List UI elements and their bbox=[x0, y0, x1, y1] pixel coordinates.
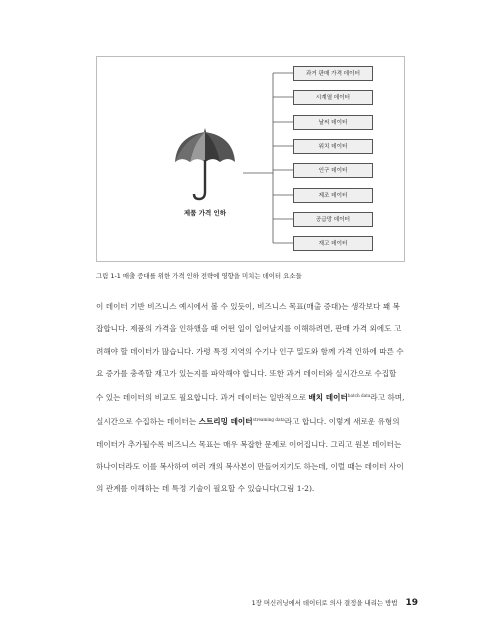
text-line: 데이터가 추가될수록 비즈니스 목표는 매우 복잡한 문제로 이어집니다. 그리고 원본 데이터는 bbox=[96, 439, 402, 449]
factor-box: 날씨 데이터 bbox=[293, 115, 373, 130]
text-line: 요 증가를 충족할 재고가 있는지를 파악해야 합니다. 또한 과거 데이터와 실시간으로 수집할 bbox=[96, 368, 397, 378]
term-english: streaming data bbox=[252, 417, 285, 423]
text-line bbox=[96, 385, 406, 409]
body-paragraph bbox=[96, 296, 406, 501]
factor-box: 제조 데이터 bbox=[293, 188, 373, 203]
factor-box: 과거 판매 가격 데이터 bbox=[293, 66, 373, 81]
term-streaming-data: 스트리밍 데이터 bbox=[198, 417, 253, 427]
text-line: 이 데이터 기반 비즈니스 예시에서 볼 수 있듯이, 비즈니스 목표(매출 증대)는 생각보다 꽤 복 bbox=[96, 302, 400, 311]
factor-box: 시계열 데이터 bbox=[293, 90, 373, 105]
term-batch-data: 배치 데이터 bbox=[308, 393, 348, 403]
factor-box: 공급망 데이터 bbox=[293, 212, 373, 227]
text-line bbox=[96, 409, 406, 433]
text-line: 려해야 할 데이터가 많습니다. 가령 특정 지역의 수기나 인구 밀도와 함께 가격 인하에 따른 수 bbox=[96, 346, 404, 356]
factor-box: 재고 데이터 bbox=[293, 236, 373, 251]
factor-box: 인구 데이터 bbox=[293, 163, 373, 178]
center-label: 제품 가격 인하 bbox=[183, 209, 227, 217]
text-run: 라고 하며, bbox=[370, 393, 405, 403]
figure-diagram bbox=[96, 56, 405, 262]
chapter-title: 1장 머신러닝에서 데이터로 의사 결정을 내리는 방법 bbox=[251, 599, 398, 607]
page-number: 19 bbox=[405, 598, 418, 608]
text-line: 의 관계를 이해하는 데 특정 기술이 필요할 수 있습니다(그림 1-2). bbox=[96, 484, 315, 494]
factor-box: 위치 데이터 bbox=[293, 139, 373, 154]
term-english: batch data bbox=[347, 393, 371, 399]
text-run: 실시간으로 수집하는 데이터는 bbox=[96, 417, 199, 427]
text-line: 하나이더라도 이를 복사하여 여러 개의 복사본이 만들어지기도 하는데, 이럴 때는 데이터 사이 bbox=[96, 462, 404, 472]
connector-lines bbox=[97, 57, 406, 263]
text-run: 수 있는 데이터의 비교도 필요합니다. 과거 데이터는 일반적으로 bbox=[96, 393, 309, 403]
text-line: 잡합니다. 제품의 가격을 인하했을 때 어떤 일이 일어날지를 이해하려면, 판매 가격 외에도 고 bbox=[96, 324, 402, 334]
page-footer bbox=[180, 598, 418, 608]
figure-caption: 그림 1-1 매출 증대를 위한 가격 인하 전략에 영향을 미치는 데이터 요소들 bbox=[96, 272, 302, 280]
text-run: 라고 합니다. 이렇게 새로운 유형의 bbox=[284, 417, 400, 427]
